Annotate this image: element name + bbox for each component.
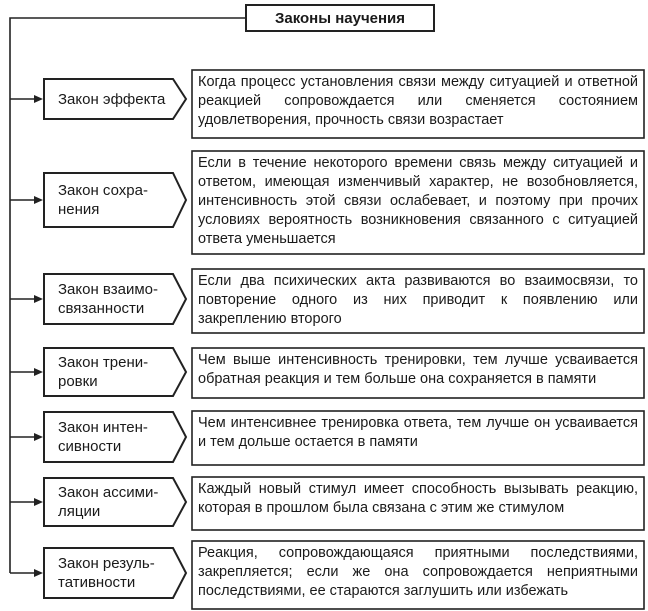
law-effectiveness: [0, 548, 190, 598]
law-intensity-description: [192, 411, 644, 465]
description-text: Реакция, сопровождающаяся приятными последствиями, закрепляется; если же она сопровождается неприятными последствиями, ее стараются заглушить или избежать: [198, 545, 638, 599]
law-effectiveness-description: [192, 541, 644, 609]
law-retention-description: [192, 151, 644, 254]
law-name: Закон взаимо-связанности: [58, 281, 158, 317]
description-text: Чем интенсивнее тренировка ответа, тем лучше он усваивается и тем дольше остается в памяти: [198, 415, 638, 450]
law-assimilation: [0, 478, 190, 526]
description-text: Когда процесс установления связи между ситуацией и ответной реакцией сопровождается или сменяется состоянием удовлетворения, прочность связи возрастает: [198, 74, 638, 128]
law-retention: [0, 173, 190, 227]
description-text: Если в течение некоторого времени связь между ситуацией и ответом, имеющая изменчивый характер, не возобновляется, интенсивность этой связи ослабевает, и поэтому при прочих условиях вероятность возникновения связанного с ситуацией ответа уменьшается: [198, 155, 638, 247]
law-name: Закон резуль-тативности: [58, 555, 155, 591]
law-training: [0, 348, 190, 396]
law-intensity: [0, 412, 190, 462]
law-effect-description: [192, 70, 644, 138]
description-text: Если два психических акта развиваются во взаимосвязи, то повторение одного из них приводит к появлению или закреплению второго: [198, 273, 638, 327]
law-effect: [0, 79, 190, 119]
law-name: Закон ассими-ляции: [58, 484, 159, 520]
law-name: Закон сохра-нения: [58, 182, 148, 218]
law-name: Закон трени-ровки: [58, 354, 149, 390]
description-text: Каждый новый стимул имеет способность вызывать реакцию, которая в прошлом была связана с этим же стимулом: [198, 481, 638, 516]
law-interconnection: [0, 274, 190, 324]
law-interconnection-description: [192, 269, 644, 333]
law-name: Закон интен-сивности: [58, 419, 148, 455]
description-text: Чем выше интенсивность тренировки, тем лучше усваивается обратная реакция и тем больше она сохраняется в памяти: [198, 352, 638, 387]
diagram-title: Законы научения: [245, 4, 435, 32]
law-training-description: [192, 348, 644, 398]
law-assimilation-description: [192, 477, 644, 530]
law-name: Закон эффекта: [58, 90, 166, 108]
